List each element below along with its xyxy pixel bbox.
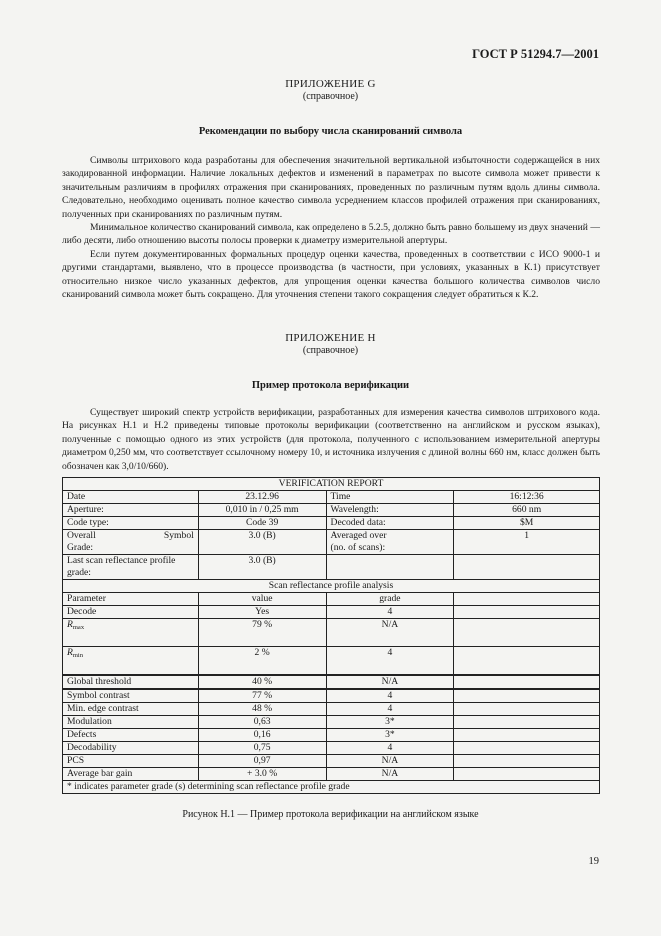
param-label: Global threshold [63,675,199,689]
param-value: 0,97 [198,755,326,768]
param-value: 0,75 [198,742,326,755]
appendix-h-body [62,406,600,473]
param-grade: N/A [326,619,454,647]
param-grade: 4 [326,689,454,703]
symbol-word: Symbol [163,530,194,541]
param-grade: N/A [326,675,454,689]
param-label: Average bar gain [63,768,199,781]
empty-cell [454,675,600,689]
param-grade: N/A [326,768,454,781]
column-header-grade: grade [326,593,454,606]
empty-cell [454,768,600,781]
date-label: Date [63,491,199,504]
code-type-value: Code 39 [198,517,326,530]
aperture-value: 0,010 in / 0,25 mm [198,504,326,517]
overall-grade-value: 3.0 (B) [198,530,326,555]
last-scan-label-line2: grade: [67,567,91,578]
param-label: Min. edge contrast [63,703,199,716]
param-grade: 3* [326,716,454,729]
empty-cell [454,593,600,606]
page-number: 19 [588,856,599,867]
overall-word: Overall [67,530,96,541]
verification-report-table [62,477,600,794]
param-label: Decodability [63,742,199,755]
analysis-title: Scan reflectance profile analysis [63,580,600,593]
averaged-label-line1: Averaged over [330,530,387,541]
empty-cell [454,647,600,676]
column-header-value: value [198,593,326,606]
param-value: 48 % [198,703,326,716]
appendix-g-subtitle: (справочное) [302,91,359,102]
last-scan-label [63,555,199,580]
param-label-rmin: $R_{min}$ [63,647,199,676]
param-value: 77 % [198,689,326,703]
date-value: 23.12.96 [198,491,326,504]
paragraph: Существует широкий спектр устройств верификации, разработанных для измерения качества символов штрихового кода. На рисунках Н.1 и Н.2 приведены типовые протоколы верификации (соответственно на английском и русском языках), полученные с помощью одного из этих устройств (для протокола, полученного с использованием измерительной апертуры диаметром 0,250 мм, что соответствует ссылочному номеру 10, и источника излучения с длиной волны 660 нм, класс должен быть обозначен как 3,0/10/660). [62,407,600,472]
appendix-h-subtitle: (справочное) [302,345,359,356]
empty-cell [454,742,600,755]
report-footnote: * indicates parameter grade (s) determining scan reflectance profile grade [63,781,600,794]
paragraph: Символы штрихового кода разработаны для обеспечения значительной вертикальной избыточности содержащейся в них закодированной информации. Наличие локальных дефектов и изменений в параметрах по высоте символа может привести к значительным различиям в профилях отражения при сканированиях, проведенных по различным путям вдоль длины символа. Следовательно, необходимо оценивать полное качество символа усреднением классов профилей отражения при сканированиях, полученных при сканированиях по различным путям. [62,155,600,220]
overall-grade-label [63,530,199,555]
report-title: VERIFICATION REPORT [63,478,600,491]
empty-cell [454,606,600,619]
time-label: Time [326,491,454,504]
column-header-parameter: Parameter [63,593,199,606]
param-label: Decode [63,606,199,619]
param-value: 0,16 [198,729,326,742]
param-value: 40 % [198,675,326,689]
averaged-label-line2: (no. of scans): [330,542,386,553]
param-label: Modulation [63,716,199,729]
grade-word: Grade: [67,542,94,553]
empty-cell [454,619,600,647]
param-grade: N/A [326,755,454,768]
code-type-label: Code type: [63,517,199,530]
param-grade: 3* [326,729,454,742]
empty-cell [454,689,600,703]
aperture-label: Aperture: [63,504,199,517]
figure-caption: Рисунок Н.1 — Пример протокола верификации на английском языке [182,809,479,820]
param-value: 79 % [198,619,326,647]
averaged-label [326,530,454,555]
param-label: Symbol contrast [63,689,199,703]
param-label-rmax: $R_{max}$ [63,619,199,647]
decoded-data-label: Decoded data: [326,517,454,530]
averaged-value: 1 [454,530,600,555]
empty-cell [454,729,600,742]
param-grade: 4 [326,703,454,716]
param-value: Yes [198,606,326,619]
last-scan-label-line1: Last scan reflectance profile [67,555,176,566]
empty-cell [454,555,600,580]
param-value: 2 % [198,647,326,676]
param-value: 0,63 [198,716,326,729]
param-grade: 4 [326,606,454,619]
empty-cell [326,555,454,580]
appendix-g-title: ПРИЛОЖЕНИЕ G [285,78,376,90]
param-grade: 4 [326,742,454,755]
appendix-g-heading: Рекомендации по выбору числа сканирований символа [198,126,463,137]
param-grade: 4 [326,647,454,676]
document-header: ГОСТ Р 51294.7—2001 [472,47,599,61]
decoded-data-value: $M [454,517,600,530]
wavelength-value: 660 nm [454,504,600,517]
paragraph: Если путем документированных формальных процедур оценки качества, проведенных в соответствии с ИСО 9000-1 и другими стандартами, выявлено, что в процессе производства (в частности, при условиях, указанных в К.1) присутствует относительно низкое число указанных дефектов, для упрощения оценки качества большого количества символов число сканирований символа может быть сокращено. Для уточнения степени такого сокращения следует обратиться к К.2. [62,248,600,301]
empty-cell [454,716,600,729]
empty-cell [454,703,600,716]
appendix-g-body [62,154,600,301]
wavelength-label: Wavelength: [326,504,454,517]
paragraph: Минимальное количество сканирований символа, как определено в 5.2.5, должно быть равно большему из двух значений — либо десяти, либо отношению высоты полосы проверки к диаметру измерительной апертуры. [62,222,600,247]
param-label: PCS [63,755,199,768]
appendix-h-title: ПРИЛОЖЕНИЕ Н [285,332,376,344]
last-scan-value: 3.0 (B) [198,555,326,580]
time-value: 16:12:36 [454,491,600,504]
appendix-h-heading: Пример протокола верификации [251,380,410,391]
param-label: Defects [63,729,199,742]
empty-cell [454,755,600,768]
param-value: + 3.0 % [198,768,326,781]
